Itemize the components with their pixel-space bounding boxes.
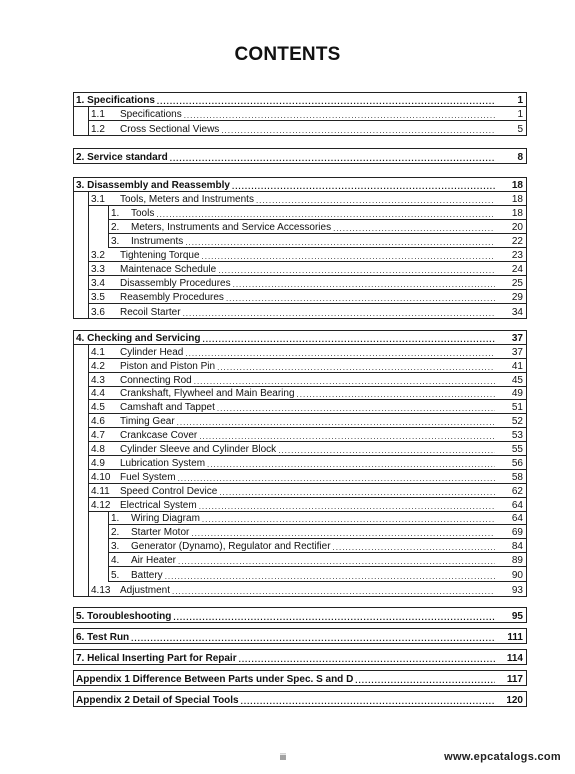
toc-heading-row[interactable] [74,608,526,622]
toc-heading-label: 6. Test Run [76,631,130,643]
toc-entry-label: Cross Sectional Views [120,123,220,135]
toc-entry-label: Specifications [120,108,182,120]
toc-entry-label: Timing Gear [120,416,175,428]
dot-leader [355,676,495,685]
toc-entry-label: Disassembly Procedures [120,278,231,290]
dot-leader [184,111,495,120]
toc-entry-label: Camshaft and Tappet [120,402,215,414]
toc-page-number: 56 [511,457,523,469]
toc-page-number: 37 [511,332,523,344]
toc-heading-label: 1. Specifications [76,94,155,106]
toc-heading-label: 2. Service standard [76,151,168,163]
toc-entry-number: 3.4 [91,278,105,290]
toc-entry-label: Crankcase Cover [120,430,198,442]
toc-entry-label: Maintenace Schedule [120,264,217,276]
toc-entry-number: 3.1 [91,193,105,205]
toc-entry-label: Meters, Instruments and Service Accessories [131,221,332,233]
dot-leader [232,182,495,191]
toc-page-number: 34 [511,306,523,318]
toc-entry[interactable] [89,414,526,428]
toc-heading-row[interactable] [74,671,526,685]
toc-entry-number: 2. [111,527,120,539]
toc-page-number: 69 [511,527,523,539]
toc-page-number: 37 [511,346,523,358]
toc-entry-number: 1. [111,513,120,525]
toc-entry-number: 4.1 [91,346,105,358]
toc-entry-label: Speed Control Device [120,485,218,497]
dot-leader [217,363,495,372]
dot-leader [233,280,495,289]
toc-entry[interactable] [89,107,526,121]
dot-leader [202,335,495,344]
toc-section-7 [73,649,527,665]
toc-entry[interactable] [109,539,526,553]
toc-heading-label: 5. Toroubleshooting [76,610,172,622]
dot-leader [156,210,495,219]
dot-leader [165,572,495,581]
toc-page-number: 111 [507,631,523,643]
toc-entry[interactable] [109,553,526,567]
dot-leader [207,460,495,469]
dot-leader [177,418,495,427]
toc-entry-number: 4.10 [91,471,111,483]
toc-section-2 [73,148,527,164]
dot-leader [183,309,495,318]
toc-entry[interactable] [109,567,526,581]
toc-page-number: 1 [517,108,523,120]
dot-leader [199,502,495,511]
toc-heading-row[interactable] [74,692,526,706]
toc-entry-number: 5. [111,570,120,582]
toc-entry-number: 1. [111,207,120,219]
toc-entry-number: 4.8 [91,444,105,456]
toc-entry[interactable] [89,442,526,456]
toc-entry-number: 3.2 [91,250,105,262]
toc-section-6 [73,628,527,644]
dot-leader [178,474,495,483]
toc-entry[interactable] [109,206,526,220]
toc-heading-label: 3. Disassembly and Reassembly [76,179,230,191]
toc-entry[interactable] [89,276,526,290]
toc-entry-label: Reasembly Procedures [120,292,224,304]
toc-heading-row[interactable] [74,650,526,664]
toc-page-number: 62 [511,485,523,497]
dot-leader [202,515,495,524]
toc-entry-number: 4.13 [91,584,111,596]
dot-leader [297,390,495,399]
dot-leader [131,634,495,643]
toc-page-number: 114 [506,652,523,664]
toc-entry-number: 4.11 [91,485,110,497]
toc-page-number: 41 [511,360,523,372]
dot-leader [191,529,495,538]
toc-entry-number: 4.2 [91,360,105,372]
toc-entry[interactable] [89,498,526,512]
toc-entry-label: Fuel System [120,471,176,483]
toc-heading-row[interactable] [74,178,526,192]
toc-entry-number: 3.6 [91,306,105,318]
toc-heading-row[interactable] [74,331,526,345]
toc-subsubsection-list [108,512,526,582]
dot-leader [170,154,495,163]
toc-entry-number: 3. [111,541,120,553]
toc-heading-row[interactable] [74,93,526,107]
toc-page-number: 49 [511,388,523,400]
dot-leader [185,349,495,358]
toc-section-5 [73,607,527,623]
dot-leader [157,97,495,106]
dot-leader [256,196,495,205]
toc-entry-number: 4.6 [91,416,105,428]
toc-page-number: 18 [511,207,523,219]
dot-leader [202,252,495,261]
page-number: iii [280,752,286,762]
toc-entry-number: 4.5 [91,402,105,414]
dot-leader [333,224,495,233]
toc-page-number: 29 [511,292,523,304]
toc-entry-number: 3. [111,236,120,248]
toc-entry[interactable] [109,525,526,539]
toc-page-number: 89 [511,555,523,567]
toc-entry[interactable] [89,121,526,135]
toc-entry-label: Generator (Dynamo), Regulator and Rectifier [131,541,331,553]
toc-entry[interactable] [89,470,526,484]
toc-page-number: 58 [511,471,523,483]
toc-page-number: 120 [506,694,523,706]
toc-page-number: 18 [511,193,523,205]
watermark-url: www.epcatalogs.com [444,751,561,763]
toc-page-number: 24 [511,264,523,276]
toc-entry-label: Tightening Torque [120,250,200,262]
toc-page-number: 52 [511,416,523,428]
toc-heading-row[interactable] [74,629,526,643]
toc-subsection-list [88,107,526,135]
toc-entry[interactable] [109,512,526,526]
toc-entry-label: Recoil Starter [120,306,181,318]
toc-section-1 [73,92,527,136]
toc-entry[interactable] [89,456,526,470]
toc-entry-number: 3.5 [91,292,105,304]
toc-page-number: 1 [517,94,523,106]
toc-entry-label: Wiring Diagram [131,513,200,525]
toc-entry[interactable] [89,262,526,276]
toc-entry-number: 2. [111,221,120,233]
toc-entry-label: Connecting Rod [120,374,192,386]
toc-entry-label: Tools, Meters and Instruments [120,193,254,205]
toc-entry-number: 3.3 [91,264,105,276]
toc-entry-label: Piston and Piston Pin [120,360,216,372]
dot-leader [199,432,495,441]
toc-page-number: 8 [517,151,523,163]
dot-leader [221,126,495,135]
toc-entry-label: Electrical System [120,499,197,511]
toc-entry[interactable] [89,582,526,596]
toc-page-number: 23 [511,250,523,262]
toc-entry-label: Lubrication System [120,457,206,469]
toc-entry-label: Cylinder Sleeve and Cylinder Block [120,444,277,456]
toc-entry-number: 4. [111,555,120,567]
toc-page-number: 117 [506,673,523,685]
toc-entry-number: 4.12 [91,499,111,511]
toc-entry[interactable] [109,220,526,234]
toc-entry[interactable] [89,359,526,373]
toc-subsection-list [88,345,526,596]
toc-entry-number: 4.4 [91,388,105,400]
toc-entry[interactable] [89,373,526,387]
toc-heading-label: 7. Helical Inserting Part for Repair [76,652,237,664]
toc-page-number: 55 [511,444,523,456]
toc-subsubsection-list [108,206,526,249]
toc-entry-number: 1.1 [91,108,105,120]
toc-page-number: 18 [511,179,523,191]
toc-section-4 [73,330,527,597]
dot-leader [172,587,495,596]
toc-entry-label: Instruments [131,236,184,248]
dot-leader [333,543,495,552]
toc-page-number: 64 [511,499,523,511]
toc-entry[interactable] [89,484,526,498]
toc-page-number: 45 [511,374,523,386]
toc-entry-label: Crankshaft, Flywheel and Main Bearing [120,388,295,400]
toc-page-number: 51 [511,402,523,414]
toc-entry[interactable] [89,400,526,414]
page-title: CONTENTS [234,44,341,65]
toc-heading-row[interactable] [74,149,526,163]
toc-entry-label: Cylinder Head [120,346,184,358]
toc-entry[interactable] [89,428,526,442]
toc-page-number: 53 [511,430,523,442]
toc-entry[interactable] [89,248,526,262]
toc-page-number: 93 [511,584,523,596]
toc-heading-label: Appendix 2 Detail of Special Tools [76,694,239,706]
toc-entry[interactable] [89,192,526,206]
toc-page-number: 22 [511,236,523,248]
toc-entry-label: Battery [131,570,163,582]
toc-entry-number: 1.2 [91,123,105,135]
toc-entry-number: 4.3 [91,374,105,386]
toc-entry-label: Starter Motor [131,527,190,539]
toc-entry[interactable] [109,234,526,248]
dot-leader [278,446,495,455]
toc-section-3 [73,177,527,319]
dot-leader [173,613,495,622]
toc-page-number: 84 [511,541,523,553]
dot-leader [239,655,495,664]
toc-page-number: 64 [511,513,523,525]
dot-leader [218,266,495,275]
toc-entry-label: Adjustment [120,584,171,596]
toc-entry-number: 4.7 [91,430,105,442]
dot-leader [226,294,495,303]
toc-page-number: 5 [517,123,523,135]
toc-entry-label: Tools [131,207,155,219]
toc-entry[interactable] [89,290,526,304]
toc-page-number: 25 [511,278,523,290]
dot-leader [185,238,495,247]
toc-entry[interactable] [89,387,526,401]
toc-entry[interactable] [89,345,526,359]
dot-leader [217,404,495,413]
toc-entry-number: 4.9 [91,457,105,469]
toc-heading-label: 4. Checking and Servicing [76,332,201,344]
toc-heading-label: Appendix 1 Difference Between Parts under Spec. S and D [76,673,354,685]
toc-entry-label: Air Heater [131,555,177,567]
dot-leader [219,488,495,497]
toc-page-number: 90 [511,570,523,582]
toc-subsection-list [88,192,526,318]
dot-leader [194,377,495,386]
dot-leader [178,557,495,566]
dot-leader [241,697,495,706]
toc-appendix-2 [73,691,527,707]
toc-page-number: 20 [511,221,523,233]
toc-entry[interactable] [89,304,526,318]
toc-page-number: 95 [511,610,523,622]
toc-appendix-1 [73,670,527,686]
